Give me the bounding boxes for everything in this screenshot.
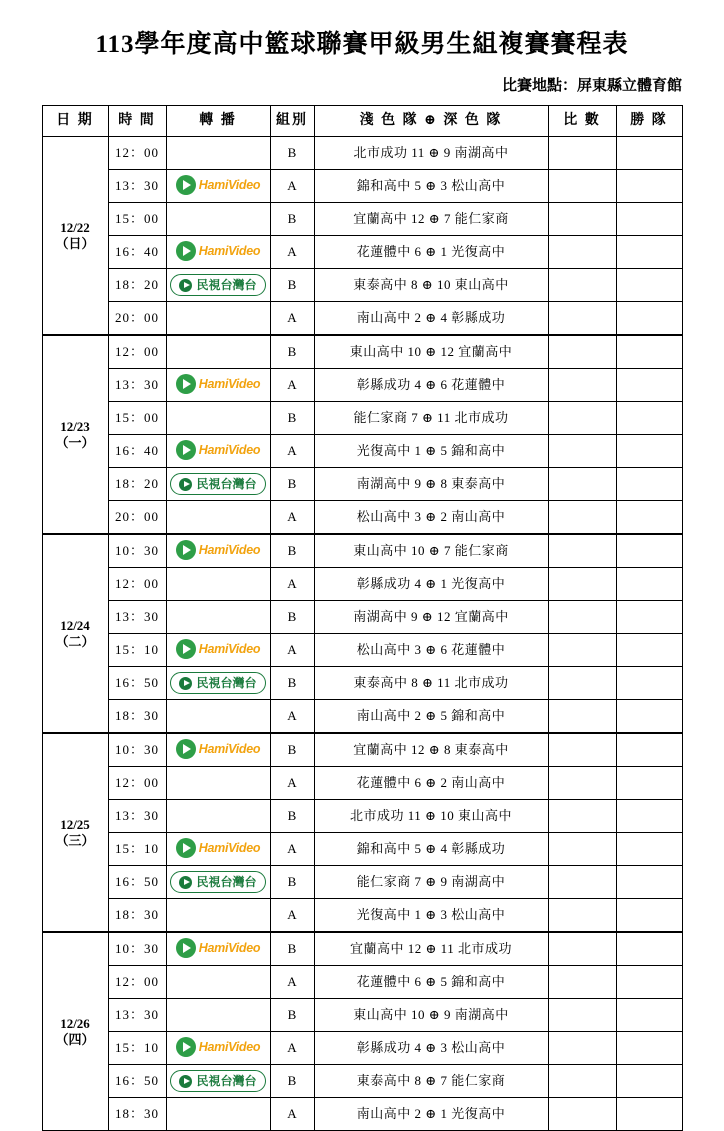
group-cell: B: [270, 866, 314, 899]
matchup-cell: 宜蘭高中 12 ⊕ 8 東泰高中: [314, 733, 548, 767]
matchup-cell: 松山高中 3 ⊕ 6 花蓮體中: [314, 634, 548, 667]
time-cell: 15：10: [108, 634, 166, 667]
play-bird-icon: [176, 639, 196, 659]
group-cell: A: [270, 568, 314, 601]
winner-cell: [616, 501, 682, 535]
play-bird-icon: [176, 838, 196, 858]
broadcast-cell: [166, 999, 270, 1032]
table-row: [42, 137, 682, 170]
time-cell: 20：00: [108, 302, 166, 336]
play-bird-icon: [176, 374, 196, 394]
group-cell: A: [270, 302, 314, 336]
score-cell: [548, 1098, 616, 1131]
hamivideo-logo: [172, 737, 264, 761]
matchup-cell: 花蓮體中 6 ⊕ 5 錦和高中: [314, 966, 548, 999]
broadcast-cell[interactable]: [166, 733, 270, 767]
hamivideo-logo: [172, 173, 264, 197]
score-cell: [548, 634, 616, 667]
table-row: [42, 1098, 682, 1131]
table-row: [42, 767, 682, 800]
winner-cell: [616, 601, 682, 634]
date-value: 12/23: [60, 418, 90, 434]
time-cell: 16：50: [108, 866, 166, 899]
table-row: [42, 203, 682, 236]
schedule-body: [42, 137, 682, 1131]
broadcast-cell[interactable]: [166, 369, 270, 402]
ftv-taiwan-logo: [170, 1070, 266, 1092]
hamivideo-logo: [172, 438, 264, 462]
broadcast-cell[interactable]: [166, 269, 270, 302]
time-cell: 20：00: [108, 501, 166, 535]
broadcast-cell[interactable]: [166, 634, 270, 667]
time-cell: 10：30: [108, 932, 166, 966]
date-cell: [42, 335, 108, 534]
column-header-matchup: 淺 色 隊 ⊕ 深 色 隊: [314, 106, 548, 137]
play-bird-icon: [176, 1037, 196, 1057]
group-cell: B: [270, 468, 314, 501]
group-cell: A: [270, 899, 314, 933]
group-cell: B: [270, 1065, 314, 1098]
ftv-label: 民視台灣台: [196, 1074, 257, 1088]
hamivideo-label: HamiVideo: [198, 442, 261, 457]
table-row: [42, 236, 682, 269]
broadcast-cell: [166, 501, 270, 535]
date-value: 12/24: [60, 617, 90, 633]
group-cell: A: [270, 1098, 314, 1131]
time-cell: 12：00: [108, 137, 166, 170]
time-cell: 18：30: [108, 1098, 166, 1131]
winner-cell: [616, 369, 682, 402]
matchup-cell: 東泰高中 8 ⊕ 10 東山高中: [314, 269, 548, 302]
table-row: [42, 269, 682, 302]
hamivideo-label: HamiVideo: [198, 641, 261, 656]
score-cell: [548, 601, 616, 634]
hamivideo-logo: [172, 239, 264, 263]
table-row: [42, 999, 682, 1032]
time-cell: 13：30: [108, 800, 166, 833]
score-cell: [548, 170, 616, 203]
matchup-cell: 南山高中 2 ⊕ 1 光復高中: [314, 1098, 548, 1131]
group-cell: B: [270, 335, 314, 369]
group-cell: B: [270, 402, 314, 435]
time-cell: 18：30: [108, 899, 166, 933]
weekday-value: （二）: [55, 633, 95, 649]
score-cell: [548, 1032, 616, 1065]
broadcast-cell: [166, 899, 270, 933]
broadcast-cell: [166, 800, 270, 833]
table-row: [42, 501, 682, 535]
matchup-cell: 能仁家商 7 ⊕ 9 南湖高中: [314, 866, 548, 899]
group-cell: A: [270, 966, 314, 999]
winner-cell: [616, 634, 682, 667]
time-cell: 12：00: [108, 335, 166, 369]
broadcast-cell: [166, 203, 270, 236]
table-row: [42, 601, 682, 634]
broadcast-cell: [166, 700, 270, 734]
ftv-taiwan-logo: [170, 672, 266, 694]
group-cell: B: [270, 733, 314, 767]
winner-cell: [616, 800, 682, 833]
column-header-date: 日 期: [42, 106, 108, 137]
play-circle-icon: [179, 876, 192, 889]
column-header-score: 比 數: [548, 106, 616, 137]
matchup-cell: 宜蘭高中 12 ⊕ 11 北市成功: [314, 932, 548, 966]
time-cell: 15：10: [108, 1032, 166, 1065]
table-row: [42, 899, 682, 933]
hamivideo-label: HamiVideo: [198, 840, 261, 855]
group-cell: B: [270, 269, 314, 302]
broadcast-cell: [166, 568, 270, 601]
time-cell: 12：00: [108, 568, 166, 601]
winner-cell: [616, 999, 682, 1032]
winner-cell: [616, 1065, 682, 1098]
ftv-label: 民視台灣台: [196, 278, 257, 292]
winner-cell: [616, 435, 682, 468]
schedule-table: [42, 105, 683, 1131]
broadcast-cell: [166, 302, 270, 336]
matchup-cell: 錦和高中 5 ⊕ 4 彰縣成功: [314, 833, 548, 866]
time-cell: 12：00: [108, 966, 166, 999]
group-cell: B: [270, 667, 314, 700]
time-cell: 12：00: [108, 767, 166, 800]
winner-cell: [616, 833, 682, 866]
hamivideo-label: HamiVideo: [198, 177, 261, 192]
score-cell: [548, 833, 616, 866]
schedule-page: [0, 24, 724, 1122]
broadcast-cell: [166, 402, 270, 435]
group-cell: B: [270, 137, 314, 170]
score-cell: [548, 203, 616, 236]
table-row: [42, 170, 682, 203]
play-circle-icon: [179, 279, 192, 292]
time-cell: 18：30: [108, 700, 166, 734]
score-cell: [548, 800, 616, 833]
group-cell: A: [270, 501, 314, 535]
table-row: [42, 302, 682, 336]
page-title: 113學年度高中籃球聯賽甲級男生組複賽賽程表: [95, 31, 629, 58]
matchup-cell: 彰縣成功 4 ⊕ 1 光復高中: [314, 568, 548, 601]
table-row: [42, 932, 682, 966]
broadcast-cell[interactable]: [166, 170, 270, 203]
play-circle-icon: [179, 1075, 192, 1088]
hamivideo-logo: [172, 836, 264, 860]
column-header-winner: 勝 隊: [616, 106, 682, 137]
ftv-label: 民視台灣台: [196, 676, 257, 690]
table-row: [42, 369, 682, 402]
table-row: [42, 800, 682, 833]
broadcast-cell: [166, 601, 270, 634]
date-value: 12/26: [60, 1015, 90, 1031]
hamivideo-label: HamiVideo: [198, 741, 261, 756]
matchup-cell: 北市成功 11 ⊕ 10 東山高中: [314, 800, 548, 833]
winner-cell: [616, 1032, 682, 1065]
winner-cell: [616, 534, 682, 568]
table-row: [42, 534, 682, 568]
play-bird-icon: [176, 938, 196, 958]
date-cell: [42, 534, 108, 733]
date-cell: [42, 733, 108, 932]
group-cell: A: [270, 435, 314, 468]
time-cell: 15：00: [108, 402, 166, 435]
time-cell: 18：20: [108, 269, 166, 302]
winner-cell: [616, 866, 682, 899]
weekday-value: （三）: [55, 832, 95, 848]
table-row: [42, 468, 682, 501]
ftv-taiwan-logo: [170, 274, 266, 296]
hamivideo-label: HamiVideo: [198, 243, 261, 258]
winner-cell: [616, 269, 682, 302]
score-cell: [548, 1065, 616, 1098]
play-bird-icon: [176, 175, 196, 195]
score-cell: [548, 866, 616, 899]
group-cell: A: [270, 767, 314, 800]
winner-cell: [616, 236, 682, 269]
group-cell: B: [270, 203, 314, 236]
table-row: [42, 833, 682, 866]
matchup-cell: 東山高中 10 ⊕ 12 宜蘭高中: [314, 335, 548, 369]
play-bird-icon: [176, 739, 196, 759]
hamivideo-logo: [172, 372, 264, 396]
matchup-cell: 彰縣成功 4 ⊕ 6 花蓮體中: [314, 369, 548, 402]
winner-cell: [616, 302, 682, 336]
hamivideo-logo: [172, 538, 264, 562]
winner-cell: [616, 966, 682, 999]
broadcast-cell[interactable]: [166, 1065, 270, 1098]
winner-cell: [616, 667, 682, 700]
date-cell: [42, 137, 108, 336]
winner-cell: [616, 170, 682, 203]
matchup-cell: 光復高中 1 ⊕ 5 錦和高中: [314, 435, 548, 468]
play-circle-icon: [179, 478, 192, 491]
broadcast-cell[interactable]: [166, 468, 270, 501]
hamivideo-logo: [172, 637, 264, 661]
winner-cell: [616, 203, 682, 236]
time-cell: 16：50: [108, 1065, 166, 1098]
score-cell: [548, 966, 616, 999]
winner-cell: [616, 700, 682, 734]
time-cell: 10：30: [108, 733, 166, 767]
matchup-cell: 南山高中 2 ⊕ 5 錦和高中: [314, 700, 548, 734]
venue-label: 比賽地點：屏東縣立體育館: [501, 78, 682, 94]
winner-cell: [616, 899, 682, 933]
matchup-cell: 花蓮體中 6 ⊕ 2 南山高中: [314, 767, 548, 800]
group-cell: B: [270, 932, 314, 966]
score-cell: [548, 501, 616, 535]
broadcast-cell[interactable]: [166, 932, 270, 966]
winner-cell: [616, 767, 682, 800]
winner-cell: [616, 468, 682, 501]
winner-cell: [616, 1098, 682, 1131]
table-row: [42, 966, 682, 999]
hamivideo-logo: [172, 1035, 264, 1059]
matchup-cell: 東泰高中 8 ⊕ 7 能仁家商: [314, 1065, 548, 1098]
winner-cell: [616, 568, 682, 601]
time-cell: 16：50: [108, 667, 166, 700]
column-header-broadcast: 轉 播: [166, 106, 270, 137]
score-cell: [548, 534, 616, 568]
broadcast-cell: [166, 137, 270, 170]
play-circle-icon: [179, 677, 192, 690]
matchup-cell: 東山高中 10 ⊕ 9 南湖高中: [314, 999, 548, 1032]
broadcast-cell: [166, 335, 270, 369]
hamivideo-label: HamiVideo: [198, 940, 261, 955]
score-cell: [548, 568, 616, 601]
winner-cell: [616, 402, 682, 435]
time-cell: 15：10: [108, 833, 166, 866]
date-value: 12/22: [60, 219, 90, 235]
hamivideo-label: HamiVideo: [198, 376, 261, 391]
broadcast-cell[interactable]: [166, 1032, 270, 1065]
score-cell: [548, 767, 616, 800]
group-cell: B: [270, 999, 314, 1032]
matchup-cell: 南山高中 2 ⊕ 4 彰縣成功: [314, 302, 548, 336]
time-cell: 13：30: [108, 170, 166, 203]
winner-cell: [616, 932, 682, 966]
play-bird-icon: [176, 540, 196, 560]
score-cell: [548, 899, 616, 933]
group-cell: A: [270, 700, 314, 734]
winner-cell: [616, 335, 682, 369]
matchup-cell: 宜蘭高中 12 ⊕ 7 能仁家商: [314, 203, 548, 236]
date-cell: [42, 932, 108, 1131]
date-value: 12/25: [60, 816, 90, 832]
group-cell: B: [270, 601, 314, 634]
broadcast-cell[interactable]: [166, 534, 270, 568]
group-cell: A: [270, 236, 314, 269]
time-cell: 16：40: [108, 435, 166, 468]
group-cell: A: [270, 1032, 314, 1065]
score-cell: [548, 335, 616, 369]
matchup-cell: 錦和高中 5 ⊕ 3 松山高中: [314, 170, 548, 203]
matchup-cell: 松山高中 3 ⊕ 2 南山高中: [314, 501, 548, 535]
weekday-value: （一）: [55, 434, 95, 450]
score-cell: [548, 700, 616, 734]
table-row: [42, 733, 682, 767]
play-bird-icon: [176, 440, 196, 460]
broadcast-cell: [166, 966, 270, 999]
broadcast-cell[interactable]: [166, 833, 270, 866]
table-row: [42, 667, 682, 700]
winner-cell: [616, 733, 682, 767]
score-cell: [548, 733, 616, 767]
score-cell: [548, 667, 616, 700]
time-cell: 13：30: [108, 999, 166, 1032]
broadcast-cell: [166, 1098, 270, 1131]
column-header-group: 組別: [270, 106, 314, 137]
group-cell: B: [270, 534, 314, 568]
score-cell: [548, 999, 616, 1032]
time-cell: 13：30: [108, 601, 166, 634]
table-row: [42, 568, 682, 601]
table-row: [42, 402, 682, 435]
hamivideo-logo: [172, 936, 264, 960]
group-cell: B: [270, 800, 314, 833]
matchup-cell: 東山高中 10 ⊕ 7 能仁家商: [314, 534, 548, 568]
score-cell: [548, 369, 616, 402]
play-bird-icon: [176, 241, 196, 261]
matchup-cell: 南湖高中 9 ⊕ 8 東泰高中: [314, 468, 548, 501]
table-row: [42, 435, 682, 468]
time-cell: 13：30: [108, 369, 166, 402]
broadcast-cell[interactable]: [166, 435, 270, 468]
hamivideo-label: HamiVideo: [198, 542, 261, 557]
score-cell: [548, 137, 616, 170]
broadcast-cell[interactable]: [166, 667, 270, 700]
score-cell: [548, 435, 616, 468]
time-cell: 18：20: [108, 468, 166, 501]
table-row: [42, 866, 682, 899]
score-cell: [548, 932, 616, 966]
matchup-cell: 北市成功 11 ⊕ 9 南湖高中: [314, 137, 548, 170]
score-cell: [548, 302, 616, 336]
ftv-label: 民視台灣台: [196, 875, 257, 889]
ftv-taiwan-logo: [170, 871, 266, 893]
matchup-cell: 光復高中 1 ⊕ 3 松山高中: [314, 899, 548, 933]
table-row: [42, 1032, 682, 1065]
time-cell: 15：00: [108, 203, 166, 236]
matchup-cell: 彰縣成功 4 ⊕ 3 松山高中: [314, 1032, 548, 1065]
group-cell: A: [270, 833, 314, 866]
score-cell: [548, 269, 616, 302]
table-row: [42, 335, 682, 369]
score-cell: [548, 402, 616, 435]
weekday-value: （四）: [55, 1031, 95, 1047]
score-cell: [548, 468, 616, 501]
group-cell: A: [270, 170, 314, 203]
group-cell: A: [270, 369, 314, 402]
broadcast-cell[interactable]: [166, 866, 270, 899]
hamivideo-label: HamiVideo: [198, 1039, 261, 1054]
table-header-row: [42, 106, 682, 137]
table-row: [42, 1065, 682, 1098]
matchup-cell: 東泰高中 8 ⊕ 11 北市成功: [314, 667, 548, 700]
matchup-cell: 南湖高中 9 ⊕ 12 宜蘭高中: [314, 601, 548, 634]
broadcast-cell: [166, 767, 270, 800]
time-cell: 16：40: [108, 236, 166, 269]
score-cell: [548, 236, 616, 269]
table-row: [42, 700, 682, 734]
matchup-cell: 花蓮體中 6 ⊕ 1 光復高中: [314, 236, 548, 269]
ftv-label: 民視台灣台: [196, 477, 257, 491]
weekday-value: （日）: [55, 235, 95, 251]
matchup-cell: 能仁家商 7 ⊕ 11 北市成功: [314, 402, 548, 435]
ftv-taiwan-logo: [170, 473, 266, 495]
table-row: [42, 634, 682, 667]
winner-cell: [616, 137, 682, 170]
column-header-time: 時 間: [108, 106, 166, 137]
group-cell: A: [270, 634, 314, 667]
broadcast-cell[interactable]: [166, 236, 270, 269]
time-cell: 10：30: [108, 534, 166, 568]
